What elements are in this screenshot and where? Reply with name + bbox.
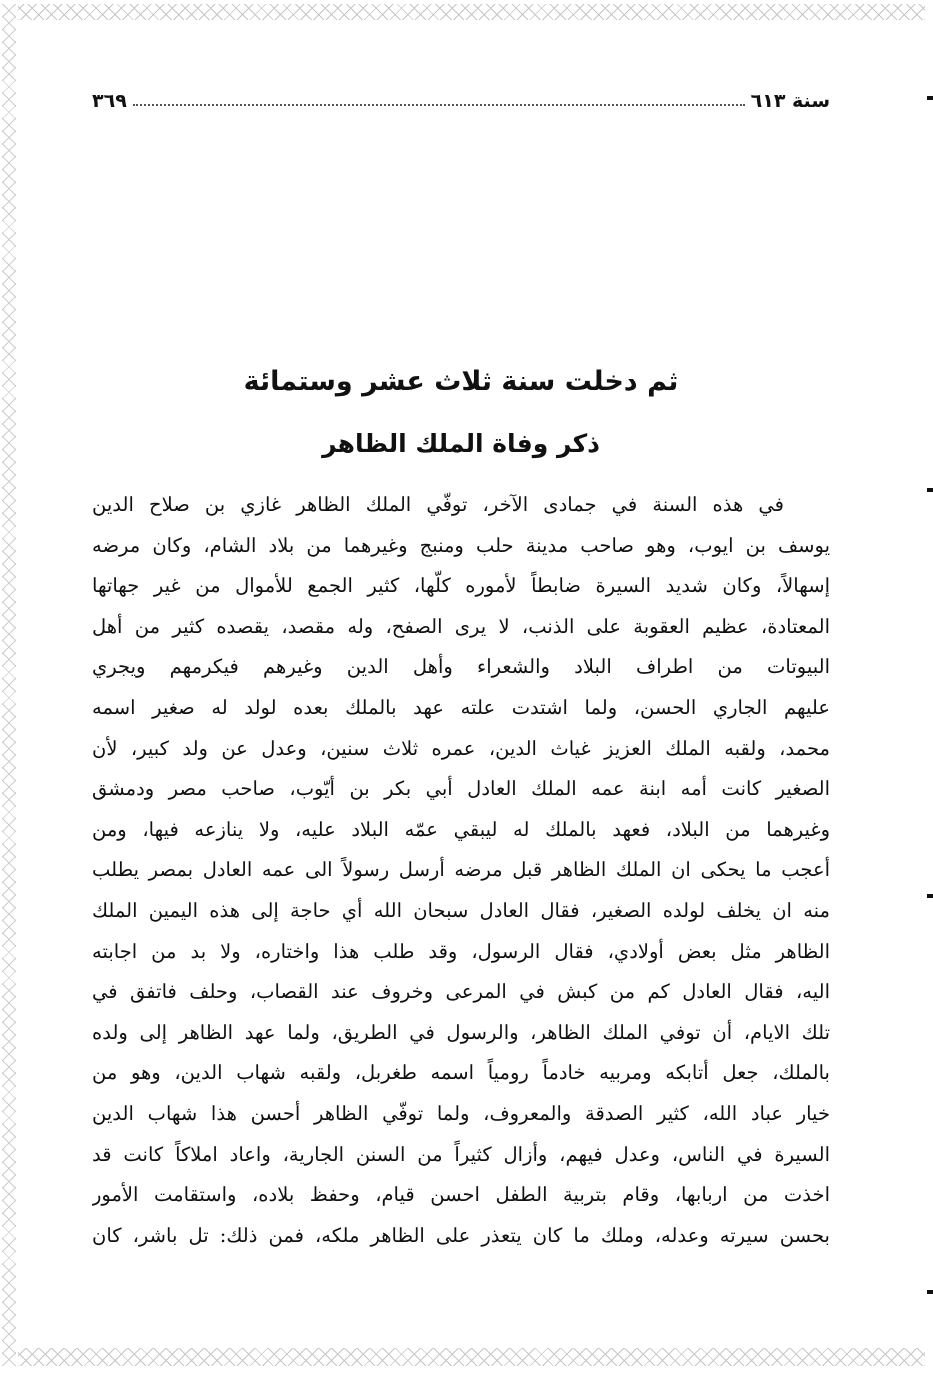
bottom-ornamental-border <box>18 1348 925 1366</box>
text-line: الظاهر مثل بعض أولادي، فقال الرسول، وقد طلب هذا واختاره، ولا بد من اجابته <box>92 939 830 963</box>
margin-mark <box>927 1290 933 1294</box>
text-line: المعتادة، عظيم العقوبة على الذنب، لا يرى الصفح، وله مقصد، يقصده كثير من أهل <box>92 614 830 638</box>
margin-mark <box>927 96 933 100</box>
top-ornamental-border <box>18 4 925 20</box>
text-line: بحسن سيرته وعدله، وملك ما كان يتعذر على الظاهر ملكه، فمن ذلك: تل باشر، كان <box>92 1223 830 1247</box>
text-line: البيوتات من اطراف البلاد والشعراء وأهل الدين وغيرهم فيكرمهم ويجري <box>92 655 830 679</box>
header-dot-leader <box>133 104 745 106</box>
text-line: محمد، ولقبه الملك العزيز غياث الدين، عمره ثلاث سنين، وعدل عن ولد كبير، لأن <box>92 736 830 760</box>
text-line: وغيرهما من البلاد، فعهد بالملك له ليبقي عمّه البلاد عليه، ولا ينازعه فيها، ومن <box>92 817 830 841</box>
left-ornamental-border <box>2 4 16 1366</box>
margin-mark <box>927 488 933 492</box>
page-number: ٣٦٩ <box>92 90 127 112</box>
text-line: اخذت من اربابها، وقام بتربية الطفل احسن قيام، وحفظ بلاده، واستقامت الأمور <box>92 1183 830 1207</box>
text-line: يوسف بن ايوب، وهو صاحب مدينة حلب ومنبج وغيرهما من بلاد الشام، وكان مرضه <box>92 533 830 557</box>
text-line: أعجب ما يحكى ان الملك الظاهر قبل مرضه أرسل رسولاً الى عمه العادل بمصر يطلب <box>92 858 830 882</box>
text-line: إسهالاً، وكان شديد السيرة ضابطاً لأموره كلّها، كثير الجمع للأموال من غير جهاتها <box>92 574 830 598</box>
text-line: بالملك، جعل أتابكه ومربيه خادماً رومياً اسمه طغربل، ولقبه شهاب الدين، وهو من <box>92 1061 830 1085</box>
margin-mark <box>927 894 933 898</box>
year-title: ثم دخلت سنة ثلاث عشر وستمائة <box>243 366 679 397</box>
text-line: في هذه السنة في جمادى الآخر، توفّي الملك الظاهر غازي بن صلاح الدين <box>92 493 784 516</box>
running-header-year: سنة ٦١٣ <box>750 90 830 112</box>
text-line: عليهم الجاري الحسن، ولما اشتدت علته عهد بالملك بعده لولد له صغير اسمه <box>92 695 830 719</box>
text-line: السيرة في الناس، وعدل فيهم، وأزال كثيراً من السنن الجارية، واعاد املاكاً كانت قد <box>92 1142 830 1166</box>
text-line: اليه، فقال العادل كم من كبش في المرعى وخروف عند القصاب، وحلف فاتفق في <box>92 980 830 1004</box>
text-line: منه ان يخلف لولده الصغير، فقال العادل سبحان الله أي حاجة إلى هذه اليمين الملك <box>92 898 830 922</box>
section-title: ذكر وفاة الملك الظاهر <box>322 429 600 458</box>
text-line: تلك الايام، أن توفي الملك الظاهر، والرسول في الطريق، ولما عهد الظاهر إلى ولده <box>92 1020 830 1044</box>
body-text <box>92 485 830 1256</box>
text-line: الصغير كانت أمه ابنة عمه الملك العادل أبي بكر بن أيّوب، صاحب مصر ودمشق <box>92 777 830 801</box>
text-line: خيار عباد الله، كثير الصدقة والمعروف، ولما توفّي الظاهر أحسن هذا شهاب الدين <box>92 1101 830 1125</box>
running-header <box>92 86 830 116</box>
